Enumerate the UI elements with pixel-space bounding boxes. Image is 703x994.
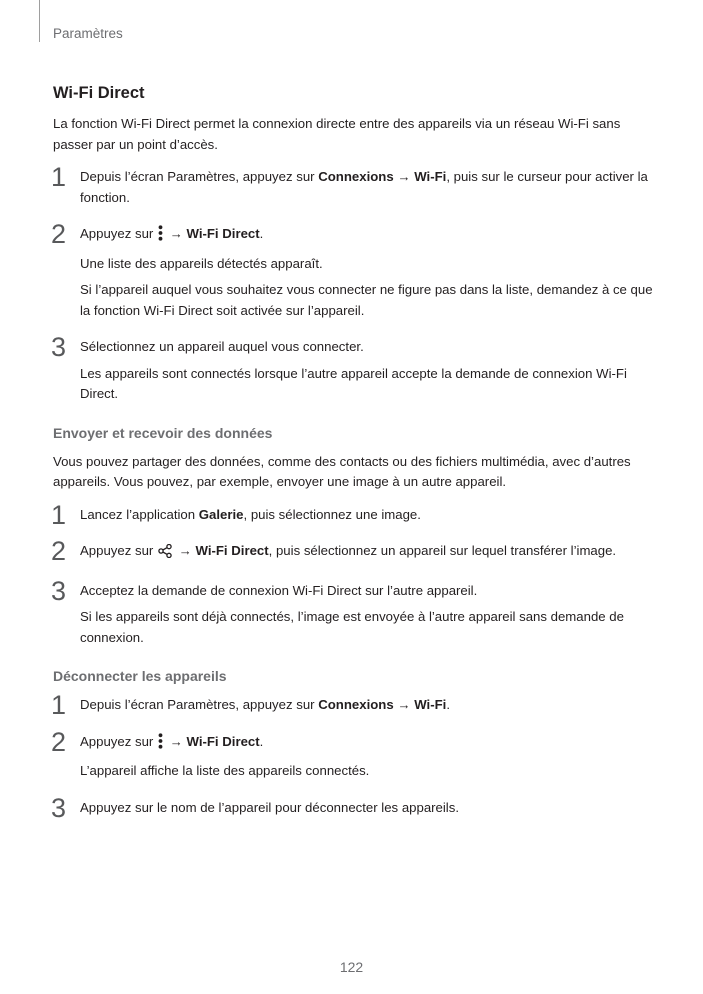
section-header: Paramètres xyxy=(53,26,123,41)
page-number: 122 xyxy=(339,959,364,975)
wifi-direct-intro: La fonction Wi-Fi Direct permet la connexion directe entre des appareils via un réseau Wi-Fi sans passer par un point d’accès. xyxy=(53,116,621,152)
step-number: 2 xyxy=(51,219,67,249)
step-text: Appuyez sur → Wi-Fi Direct, puis sélectionnez un appareil sur lequel transférer l’image. xyxy=(80,541,653,565)
send-receive-step-2 xyxy=(51,536,653,566)
step-number: 1 xyxy=(51,499,67,530)
step-number: 2 xyxy=(51,536,67,566)
step-number: 2 xyxy=(51,726,67,757)
step-text: Sélectionnez un appareil auquel vous connecter. xyxy=(80,339,364,354)
step-number: 1 xyxy=(51,690,67,720)
step-text: Lancez l’application Galerie, puis sélectionnez une image. xyxy=(80,506,421,522)
more-options-icon xyxy=(158,733,163,756)
step-text: Acceptez la demande de connexion Wi-Fi Direct sur l’autre appareil. xyxy=(80,582,478,598)
step-text: Depuis l’écran Paramètres, appuyez sur Connexions → Wi-Fi. xyxy=(80,697,450,712)
page-content xyxy=(53,82,653,834)
send-receive-title: Envoyer et recevoir des données xyxy=(53,424,273,441)
send-receive-step-3 xyxy=(51,575,653,649)
wifi-direct-step-2 xyxy=(51,219,653,321)
wifi-direct-step-1 xyxy=(51,162,653,208)
header-divider xyxy=(39,0,40,42)
disconnect-step-3 xyxy=(51,792,653,823)
step-note: Si l’appareil auquel vous souhaitez vous connecter ne figure pas dans la liste, demandez à ce que la fonction Wi-Fi Direct soit activée sur l’appareil. xyxy=(80,282,653,318)
wifi-direct-step-3 xyxy=(51,332,653,405)
step-text: Appuyez sur → Wi-Fi Direct. xyxy=(80,224,653,248)
step-number: 1 xyxy=(51,162,67,192)
step-note: Une liste des appareils détectés apparaît. xyxy=(80,255,323,271)
step-number: 3 xyxy=(51,332,67,362)
step-text: Appuyez sur le nom de l’appareil pour déconnecter les appareils. xyxy=(80,799,459,815)
step-note: Les appareils sont connectés lorsque l’autre appareil accepte la demande de connexion Wi-Fi Direct. xyxy=(80,365,627,401)
send-receive-intro: Vous pouvez partager des données, comme des contacts ou des fichiers multimédia, avec d’autres appareils. Vous pouvez, par exemple, envoyer une image à un autre appareil. xyxy=(53,453,631,489)
wifi-direct-title: Wi-Fi Direct xyxy=(53,84,145,102)
share-icon xyxy=(158,544,172,565)
step-number: 3 xyxy=(51,792,67,823)
disconnect-step-2 xyxy=(51,726,653,782)
send-receive-step-1 xyxy=(51,499,653,530)
step-note: L’appareil affiche la liste des appareils connectés. xyxy=(80,763,370,778)
disconnect-step-1 xyxy=(51,690,653,720)
step-text: Appuyez sur → Wi-Fi Direct. xyxy=(80,732,653,756)
step-number: 3 xyxy=(51,575,67,606)
disconnect-title: Déconnecter les appareils xyxy=(53,668,227,684)
step-text: Depuis l’écran Paramètres, appuyez sur Connexions → Wi-Fi, puis sur le curseur pour activer la fonction. xyxy=(80,169,648,205)
more-options-icon xyxy=(158,225,163,248)
step-note: Si les appareils sont déjà connectés, l’image est envoyée à l’autre appareil sans demande de connexion. xyxy=(80,609,624,645)
